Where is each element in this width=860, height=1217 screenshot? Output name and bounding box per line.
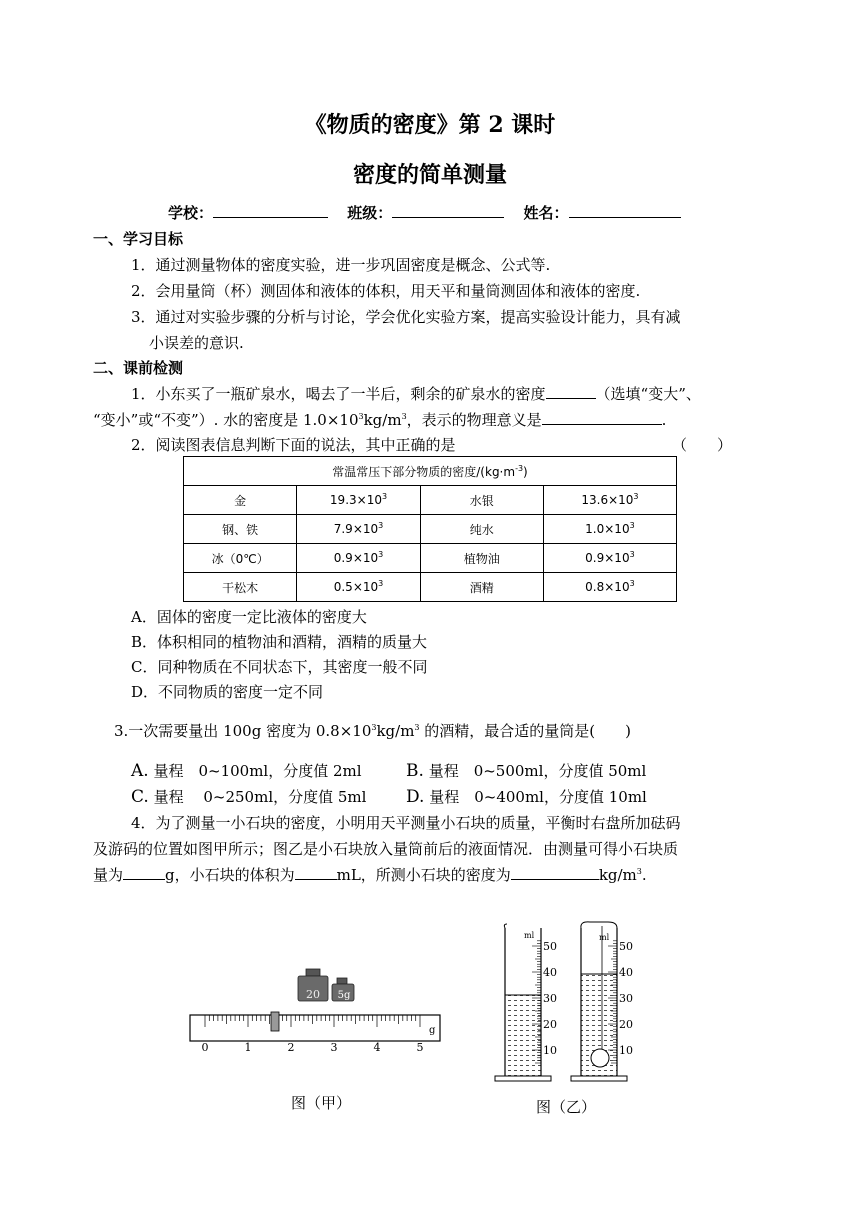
table-cell: 水银 [420, 486, 543, 515]
table-cell: $0.5\times 10^3$ [297, 573, 420, 602]
q3-option-c[interactable]: C. 量程 0~250ml，分度值 5ml [131, 787, 367, 807]
q4-mass-blank[interactable] [123, 865, 165, 880]
q4-volume-blank[interactable] [295, 865, 337, 880]
q2-option-c[interactable]: C．同种物质在不同状态下，其密度一般不同 [131, 658, 428, 676]
q1-exp: 3 [358, 412, 364, 421]
goal-item: 1．通过测量物体的密度实验，进一步巩固密度是概念、公式等. [131, 256, 551, 274]
page-title: 《物质的密度》第 2 课时 [304, 112, 556, 138]
q3-option-d[interactable]: D. 量程 0~400ml，分度值 10ml [406, 787, 647, 807]
q1-text: 1．小东买了一瓶矿泉水，喝去了一半后，剩余的矿泉水的密度 [131, 385, 546, 403]
cylinder-label: 10 [543, 1044, 557, 1057]
cylinder-label: 50 [543, 940, 557, 953]
table-cell: 钢、铁 [184, 515, 297, 544]
goal-item: 2．会用量筒（杯）测固体和液体的体积，用天平和量筒测固体和液体的密度. [131, 282, 641, 300]
section-heading-goals: 一、学习目标 [93, 230, 184, 248]
table-cell: 干松木 [184, 573, 297, 602]
beam-labels [202, 1041, 424, 1054]
cylinder-label: 20 [619, 1018, 633, 1031]
density-table [183, 456, 677, 602]
table-row [184, 544, 677, 573]
school-label: 学校： [168, 204, 214, 222]
table-cell: 冰（0℃） [184, 544, 297, 573]
beam-label: 5 [416, 1041, 424, 1054]
rider-icon [271, 1012, 279, 1031]
q2-option-d[interactable]: D．不同物质的密度一定不同 [131, 683, 324, 701]
weight-5g-icon [332, 978, 354, 1001]
question-4-line2: 及游码的位置如图甲所示；图乙是小石块放入量筒前后的液面情况．由测量可得小石块质 [93, 840, 679, 858]
question-1-line2 [93, 409, 666, 430]
cyl1-unit: ml [524, 931, 535, 940]
table-cell: 纯水 [420, 515, 543, 544]
cylinder-after-icon [571, 922, 633, 1081]
cyl2-unit: ml [599, 933, 610, 942]
cylinder-label: 10 [619, 1044, 633, 1057]
weight-20g-icon [298, 969, 328, 1001]
q1-text-e: ，表示的物理意义是 [406, 411, 542, 429]
q1-exp2: 3 [401, 412, 407, 421]
beam-label: 2 [287, 1041, 295, 1054]
cylinder-label: 40 [619, 966, 633, 979]
class-label: 班级： [347, 204, 393, 222]
q1-text-d: kg/m [363, 411, 402, 429]
figure-cylinders [490, 918, 640, 1090]
question-1-line1 [131, 383, 701, 404]
question-4-line3: 量为 g，小石块的体积为 mL，所测小石块的密度为 $kg/m^3$. [93, 866, 647, 884]
table-cell: 植物油 [420, 544, 543, 573]
table-cell: $1.0\times 10^3$ [543, 515, 676, 544]
cylinder-before-icon [495, 924, 557, 1081]
table-cell: $19.3\times 10^3$ [297, 486, 420, 515]
cylinder-label: 30 [619, 992, 633, 1005]
cylinder-label: 40 [543, 966, 557, 979]
question-2-answer-paren[interactable]: （ ） [672, 436, 733, 454]
beam-label: 3 [330, 1041, 338, 1054]
question-4-line1: 4．为了测量一小石块的密度，小明用天平测量小石块的质量，平衡时右盘所加砝码 [131, 814, 681, 832]
question-3-stem: 3.一次需要量出 100g 密度为 $0.8\times 10^3kg/m^3$ 的酒精，最合适的量筒是( ) [114, 722, 631, 740]
table-row [184, 573, 677, 602]
cylinder-label: 20 [543, 1018, 557, 1031]
stone-icon [591, 1049, 609, 1067]
q1-text-f: . [661, 411, 667, 429]
q3-option-b[interactable]: B. 量程 0~500ml，分度值 50ml [406, 761, 647, 781]
table-cell: 金 [184, 486, 297, 515]
figure-a-caption: 图（甲） [291, 1094, 352, 1112]
table-row [184, 486, 677, 515]
beam-unit: g [429, 1025, 436, 1036]
weight-5-label: 5g [337, 990, 351, 1001]
beam-label: 4 [373, 1041, 381, 1054]
table-cell: 酒精 [420, 573, 543, 602]
q3-option-a[interactable]: A. 量程 0~100ml，分度值 2ml [131, 761, 362, 781]
goal-item: 3．通过对实验步骤的分析与讨论，学会优化实验方案，提高实验设计能力，具有减 [131, 308, 681, 326]
table-cell: $0.9\times 10^3$ [543, 544, 676, 573]
name-label: 姓名： [523, 204, 569, 222]
beam-label: 1 [244, 1041, 252, 1054]
page-subtitle: 密度的简单测量 [352, 162, 507, 188]
weight-20-label: 20 [306, 988, 320, 1001]
q1-density-blank[interactable] [546, 384, 596, 399]
q4-density-blank[interactable] [511, 865, 599, 880]
table-cell: $13.6\times 10^3$ [543, 486, 676, 515]
cylinder-label: 50 [619, 940, 633, 953]
table-cell: $0.8\times 10^3$ [543, 573, 676, 602]
class-blank[interactable] [392, 203, 504, 218]
question-2-stem: 2．阅读图表信息判断下面的说法，其中正确的是 [131, 436, 456, 454]
figure-balance [185, 965, 445, 1059]
section-heading-pretest: 二、课前检测 [93, 359, 184, 377]
table-caption: 常温常压下部分物质的密度$/(kg\cdot m^{-3})$ [184, 457, 677, 486]
name-blank[interactable] [569, 203, 681, 218]
beam-label: 0 [201, 1041, 209, 1054]
q1-text-c: “变小”或“不变”）. 水的密度是 1.0×10 [93, 411, 359, 429]
table-cell: $0.9\times 10^3$ [297, 544, 420, 573]
figure-b-caption: 图（乙） [536, 1098, 597, 1116]
table-row [184, 515, 677, 544]
q2-option-a[interactable]: A．固体的密度一定比液体的密度大 [131, 608, 367, 626]
q2-option-b[interactable]: B．体积相同的植物油和酒精，酒精的质量大 [131, 633, 428, 651]
school-blank[interactable] [213, 203, 328, 218]
cylinder-label: 30 [543, 992, 557, 1005]
q1-text-b: （选填“变大”、 [595, 385, 701, 403]
goal-item: 小误差的意识. [149, 334, 244, 352]
table-cell: $7.9\times 10^3$ [297, 515, 420, 544]
q1-meaning-blank[interactable] [542, 410, 662, 425]
student-info [168, 202, 681, 223]
